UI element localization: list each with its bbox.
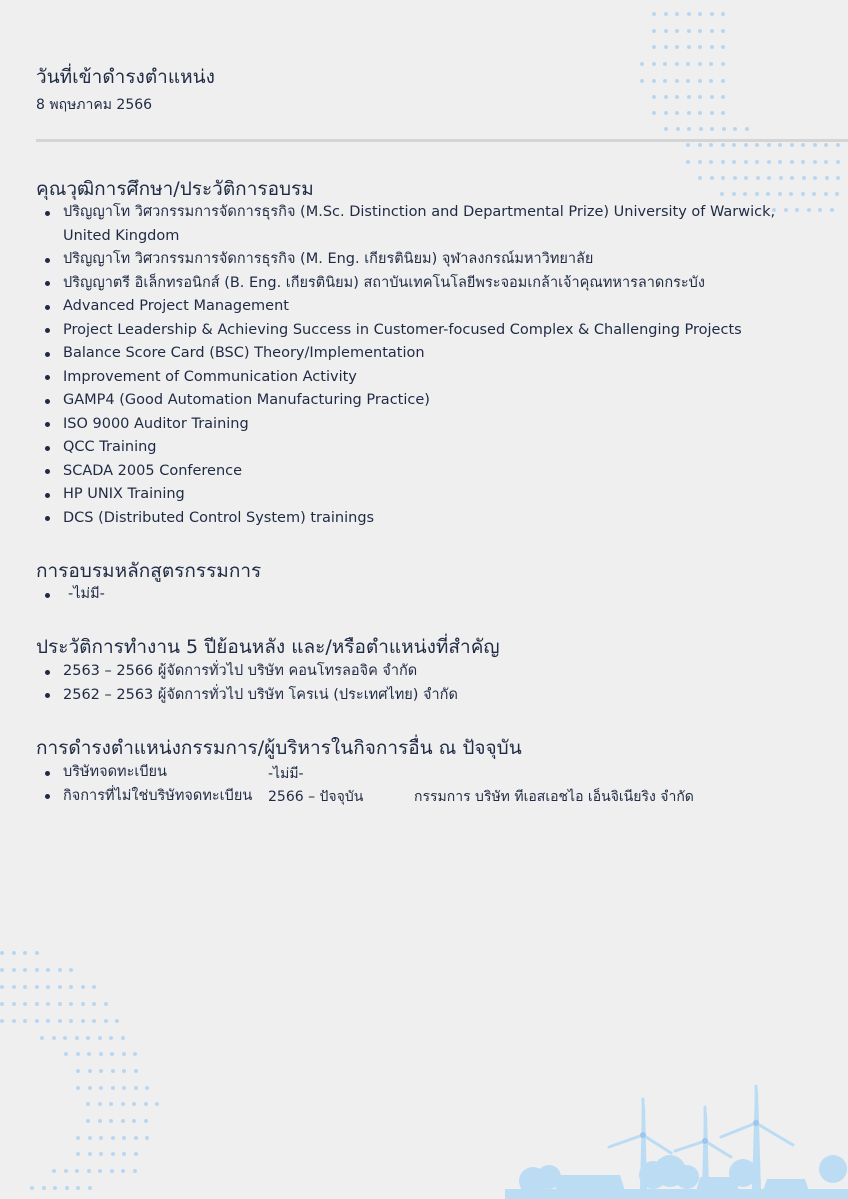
decorative-dot (0, 1002, 4, 1006)
list-item: -ไม่มี- (42, 583, 105, 607)
decorative-dot (52, 1036, 56, 1040)
decorative-dot (675, 111, 679, 115)
decorative-dot (687, 45, 691, 49)
decorative-dot (790, 160, 794, 164)
solar-panel-icon (763, 1179, 809, 1191)
decorative-dot (744, 160, 748, 164)
decorative-dot (721, 111, 725, 115)
decorative-dot (69, 985, 73, 989)
decorative-dot (111, 1152, 115, 1156)
solar-panel-icon (555, 1175, 625, 1191)
decorative-dot (23, 968, 27, 972)
decorative-dot (12, 985, 16, 989)
decorative-dot (122, 1136, 126, 1140)
list-item: QCC Training (42, 436, 775, 460)
decorative-dot (111, 1069, 115, 1073)
decorative-dot (698, 29, 702, 33)
decorative-dot (63, 1036, 67, 1040)
decorative-dot (640, 62, 644, 66)
list-item: Improvement of Communication Activity (42, 366, 775, 390)
decorative-dot (88, 1152, 92, 1156)
decorative-dot (698, 12, 702, 16)
decorative-dot (709, 160, 713, 164)
list-item (42, 761, 252, 785)
decorative-dot (109, 1036, 113, 1040)
decorative-dot (824, 160, 828, 164)
decorative-dot (686, 143, 690, 147)
decorative-dot (111, 1086, 115, 1090)
decorative-dot (121, 1119, 125, 1123)
decorative-dot (664, 127, 668, 131)
decorative-dot (87, 1052, 91, 1056)
decorative-dot (686, 160, 690, 164)
decorative-dot (35, 968, 39, 972)
decorative-dot (652, 12, 656, 16)
decorative-dot (69, 1019, 73, 1023)
position-type: บริษัทจดทะเบียน (63, 764, 167, 780)
list-item: GAMP4 (Good Automation Manufacturing Practice) (42, 389, 775, 413)
decorative-dot (155, 1102, 159, 1106)
decorative-dot (121, 1169, 125, 1173)
decorative-dot (69, 968, 73, 972)
decorative-dot (92, 1019, 96, 1023)
decorative-dot (710, 176, 714, 180)
list-item: 2563 – 2566 ผู้จัดการทั่วไป บริษัท คอนโทรลอจิค จำกัด (42, 660, 458, 684)
decorative-dot (813, 143, 817, 147)
decorative-dot (69, 1002, 73, 1006)
decorative-dot (687, 127, 691, 131)
decorative-dot (88, 1069, 92, 1073)
current-positions-list (42, 761, 252, 808)
decorative-dot (698, 79, 702, 83)
decorative-dot (64, 1169, 68, 1173)
position-detail: กรรมการ บริษัท ทีเอสเอชไอ เอ็นจิเนียริง จำกัด (414, 789, 694, 805)
decorative-dot (778, 192, 782, 196)
decorative-dot (812, 192, 816, 196)
list-item: ปริญญาโท วิศวกรรมการจัดการธุรกิจ (M.Sc. Distinction and Departmental Prize) University of Warwick, United Kingdom (42, 201, 775, 248)
decorative-dot (709, 79, 713, 83)
decorative-dot (825, 176, 829, 180)
list-item: Balance Score Card (BSC) Theory/Implementation (42, 342, 775, 366)
decorative-dot (109, 1119, 113, 1123)
decorative-dot (652, 111, 656, 115)
list-item: ปริญญาโท วิศวกรรมการจัดการธุรกิจ (M. Eng. เกียรตินิยม) จุฬาลงกรณ์มหาวิทยาลัย (42, 248, 775, 272)
decorative-dot (76, 1086, 80, 1090)
decorative-dot (58, 968, 62, 972)
decorative-dot (790, 176, 794, 180)
decorative-dot (801, 143, 805, 147)
decorative-dot (652, 45, 656, 49)
decorative-dot (698, 160, 702, 164)
decorative-dot (652, 95, 656, 99)
decorative-dot (134, 1086, 138, 1090)
decorative-dot (0, 1019, 4, 1023)
list-item: Advanced Project Management (42, 295, 775, 319)
decorative-dot (23, 1002, 27, 1006)
position-type: กิจการที่ไม่ใช่บริษัทจดทะเบียน (63, 787, 253, 804)
decorative-dot (104, 1019, 108, 1023)
decorative-dot (109, 1102, 113, 1106)
decorative-dot (687, 111, 691, 115)
decorative-dot (767, 160, 771, 164)
decorative-dot (64, 1052, 68, 1056)
decorative-dot (0, 968, 4, 972)
decorative-dot (732, 143, 736, 147)
decorative-dot (709, 62, 713, 66)
decorative-dot (698, 62, 702, 66)
decorative-dot (733, 176, 737, 180)
decorative-dot (686, 62, 690, 66)
decorative-dot (75, 1036, 79, 1040)
decorative-dot (30, 1186, 34, 1190)
decorative-dot (145, 1086, 149, 1090)
decorative-dot (81, 1002, 85, 1006)
appointment-heading: วันที่เข้าดำรงตำแหน่ง (36, 66, 215, 88)
decorative-dot (133, 1169, 137, 1173)
decorative-dot (835, 192, 839, 196)
decorative-dot (732, 192, 736, 196)
decorative-dot (58, 1002, 62, 1006)
decorative-dot (99, 1152, 103, 1156)
decorative-dot (76, 1152, 80, 1156)
decorative-dot (110, 1169, 114, 1173)
education-heading: คุณวุฒิการศึกษา/ประวัติการอบรม (36, 178, 314, 200)
decorative-dot (709, 143, 713, 147)
decorative-dot (698, 45, 702, 49)
decorative-dot (676, 127, 680, 131)
list-item: ปริญญาตรี อิเล็กทรอนิกส์ (B. Eng. เกียรตินิยม) สถาบันเทคโนโลยีพระจอมเกล้าเจ้าคุณทหารลาดกระบัง (42, 272, 775, 296)
decorative-dot (824, 192, 828, 196)
decorative-dot (46, 1002, 50, 1006)
decorative-dot (744, 143, 748, 147)
decorative-dot (35, 1002, 39, 1006)
decorative-dot (99, 1136, 103, 1140)
decorative-dot (98, 1036, 102, 1040)
decorative-dot (789, 192, 793, 196)
decorative-dot (42, 1186, 46, 1190)
decorative-dot (144, 1119, 148, 1123)
decorative-dot (836, 143, 840, 147)
decorative-dot (52, 1169, 56, 1173)
decorative-dot (795, 208, 799, 212)
decorative-dot (115, 1019, 119, 1023)
decorative-dot (121, 1102, 125, 1106)
decorative-dot (818, 208, 822, 212)
decorative-dot (652, 79, 656, 83)
decorative-dot (134, 1152, 138, 1156)
decorative-dot (134, 1136, 138, 1140)
section-divider (36, 139, 848, 142)
decorative-dot (745, 127, 749, 131)
decorative-dot (122, 1152, 126, 1156)
decorative-dot (743, 192, 747, 196)
decorative-dot (778, 160, 782, 164)
decorative-dot (732, 160, 736, 164)
decorative-dot (755, 143, 759, 147)
decorative-dot (721, 45, 725, 49)
decorative-dot (698, 111, 702, 115)
decorative-dot (23, 951, 27, 955)
decorative-dot (766, 192, 770, 196)
decorative-dot (767, 176, 771, 180)
decorative-dot (813, 160, 817, 164)
decorative-dot (121, 1036, 125, 1040)
decorative-dot (813, 176, 817, 180)
decorative-dot (698, 176, 702, 180)
decorative-dot (675, 79, 679, 83)
decorative-dot (698, 95, 702, 99)
decorative-dot (710, 29, 714, 33)
decorative-dot (46, 1019, 50, 1023)
decorative-dot (722, 127, 726, 131)
decorative-dot (710, 45, 714, 49)
decorative-dot (76, 1186, 80, 1190)
decorative-dot (99, 1052, 103, 1056)
list-item: DCS (Distributed Control System) trainings (42, 507, 775, 531)
decorative-dot (134, 1069, 138, 1073)
decorative-dot (122, 1069, 126, 1073)
director-training-list (42, 583, 105, 607)
decorative-dot (710, 111, 714, 115)
decorative-dot (686, 79, 690, 83)
position-period: -ไม่มี- (268, 766, 304, 782)
decorative-dot (733, 127, 737, 131)
decorative-dot (53, 1186, 57, 1190)
decorative-dot (801, 192, 805, 196)
decorative-dot (122, 1052, 126, 1056)
decorative-dot (755, 192, 759, 196)
list-item: 2562 – 2563 ผู้จัดการทั่วไป บริษัท โครเน่ (ประเทศไทย) จำกัด (42, 684, 458, 708)
education-list (42, 201, 775, 530)
decorative-dot (144, 1102, 148, 1106)
decorative-dot (132, 1102, 136, 1106)
decorative-dot (675, 95, 679, 99)
current-positions-heading: การดำรงตำแหน่งกรรมการ/ผู้บริหารในกิจการอื่น ณ ปัจจุบัน (36, 737, 522, 759)
decorative-dot (0, 951, 4, 955)
decorative-dot (46, 985, 50, 989)
list-item: Project Leadership & Achieving Success in Customer-focused Complex & Challenging Projects (42, 319, 775, 343)
decorative-dot (81, 1019, 85, 1023)
decorative-dot (87, 1169, 91, 1173)
decorative-dot (12, 968, 16, 972)
decorative-dot (802, 176, 806, 180)
decorative-dot (35, 1019, 39, 1023)
decorative-dot (721, 79, 725, 83)
decorative-dot (86, 1036, 90, 1040)
decorative-dot (12, 1019, 16, 1023)
decorative-dot (675, 29, 679, 33)
decorative-dot (824, 143, 828, 147)
decorative-dot (779, 176, 783, 180)
decorative-dot (721, 62, 725, 66)
list-item: ISO 9000 Auditor Training (42, 413, 775, 437)
decorative-dot (35, 985, 39, 989)
decorative-dot (23, 985, 27, 989)
work-history-list (42, 660, 458, 707)
decorative-dot (58, 1019, 62, 1023)
decorative-dot (663, 62, 667, 66)
decorative-dot (830, 208, 834, 212)
decorative-dot (40, 1036, 44, 1040)
decorative-dot (92, 985, 96, 989)
decorative-dot (664, 95, 668, 99)
decorative-dot (104, 1002, 108, 1006)
decorative-dot (721, 29, 725, 33)
decorative-dot (652, 29, 656, 33)
decorative-dot (640, 79, 644, 83)
decorative-dot (756, 176, 760, 180)
decorative-dot (664, 29, 668, 33)
decorative-dot (721, 143, 725, 147)
decorative-dot (75, 1169, 79, 1173)
decorative-dot (675, 45, 679, 49)
decorative-dot (86, 1102, 90, 1106)
decorative-dot (710, 95, 714, 99)
appointment-date: 8 พฤษภาคม 2566 (36, 97, 153, 113)
list-item (42, 785, 252, 809)
decorative-dot (807, 208, 811, 212)
decorative-dot (122, 1086, 126, 1090)
decorative-dot (784, 208, 788, 212)
decorative-dot (76, 1136, 80, 1140)
decorative-dot (836, 160, 840, 164)
decorative-dot (35, 951, 39, 955)
decorative-dot (98, 1169, 102, 1173)
decorative-dot (790, 143, 794, 147)
tree-icon (819, 1155, 847, 1183)
decorative-dot (675, 12, 679, 16)
decorative-dot (664, 45, 668, 49)
decorative-dot (110, 1052, 114, 1056)
decorative-dot (699, 127, 703, 131)
decorative-dot (99, 1069, 103, 1073)
decorative-dot (652, 62, 656, 66)
work-history-heading: ประวัติการทำงาน 5 ปีย้อนหลัง และ/หรือตำแหน่งที่สำคัญ (36, 636, 500, 658)
decorative-dot (99, 1086, 103, 1090)
decorative-dot (111, 1136, 115, 1140)
decorative-dot (698, 143, 702, 147)
decorative-dot (755, 160, 759, 164)
decorative-dot (744, 176, 748, 180)
decorative-dot (778, 143, 782, 147)
decorative-dot (721, 160, 725, 164)
decorative-dot (675, 62, 679, 66)
decorative-dot (12, 951, 16, 955)
decorative-dot (88, 1136, 92, 1140)
decorative-dot (687, 29, 691, 33)
position-period: 2566 – ปัจจุบัน (268, 789, 364, 805)
decorative-dot (86, 1119, 90, 1123)
decorative-dot (801, 160, 805, 164)
decorative-dot (58, 985, 62, 989)
list-item: HP UNIX Training (42, 483, 775, 507)
decorative-dot (46, 968, 50, 972)
decorative-dot (664, 111, 668, 115)
decorative-dot (663, 79, 667, 83)
decorative-dot (721, 12, 725, 16)
decorative-dot (92, 1002, 96, 1006)
decorative-dot (133, 1052, 137, 1056)
decorative-dot (76, 1052, 80, 1056)
list-item: SCADA 2005 Conference (42, 460, 775, 484)
decorative-dot (98, 1119, 102, 1123)
decorative-dot (12, 1002, 16, 1006)
decorative-dot (98, 1102, 102, 1106)
decorative-dot (721, 95, 725, 99)
decorative-dot (720, 192, 724, 196)
decorative-dot (710, 127, 714, 131)
decorative-dot (687, 95, 691, 99)
decorative-dot (687, 12, 691, 16)
decorative-dot (664, 12, 668, 16)
decorative-dot (65, 1186, 69, 1190)
decorative-dot (76, 1069, 80, 1073)
decorative-dot (81, 985, 85, 989)
decorative-dot (88, 1086, 92, 1090)
decorative-dot (767, 143, 771, 147)
decorative-dot (132, 1119, 136, 1123)
decorative-dot (0, 985, 4, 989)
director-training-heading: การอบรมหลักสูตรกรรมการ (36, 560, 262, 582)
decorative-dot (710, 12, 714, 16)
decorative-dot (23, 1019, 27, 1023)
renewable-energy-illustration (505, 1085, 848, 1199)
decorative-dot (836, 176, 840, 180)
decorative-dot (721, 176, 725, 180)
decorative-dot (88, 1186, 92, 1190)
decorative-dot (145, 1136, 149, 1140)
